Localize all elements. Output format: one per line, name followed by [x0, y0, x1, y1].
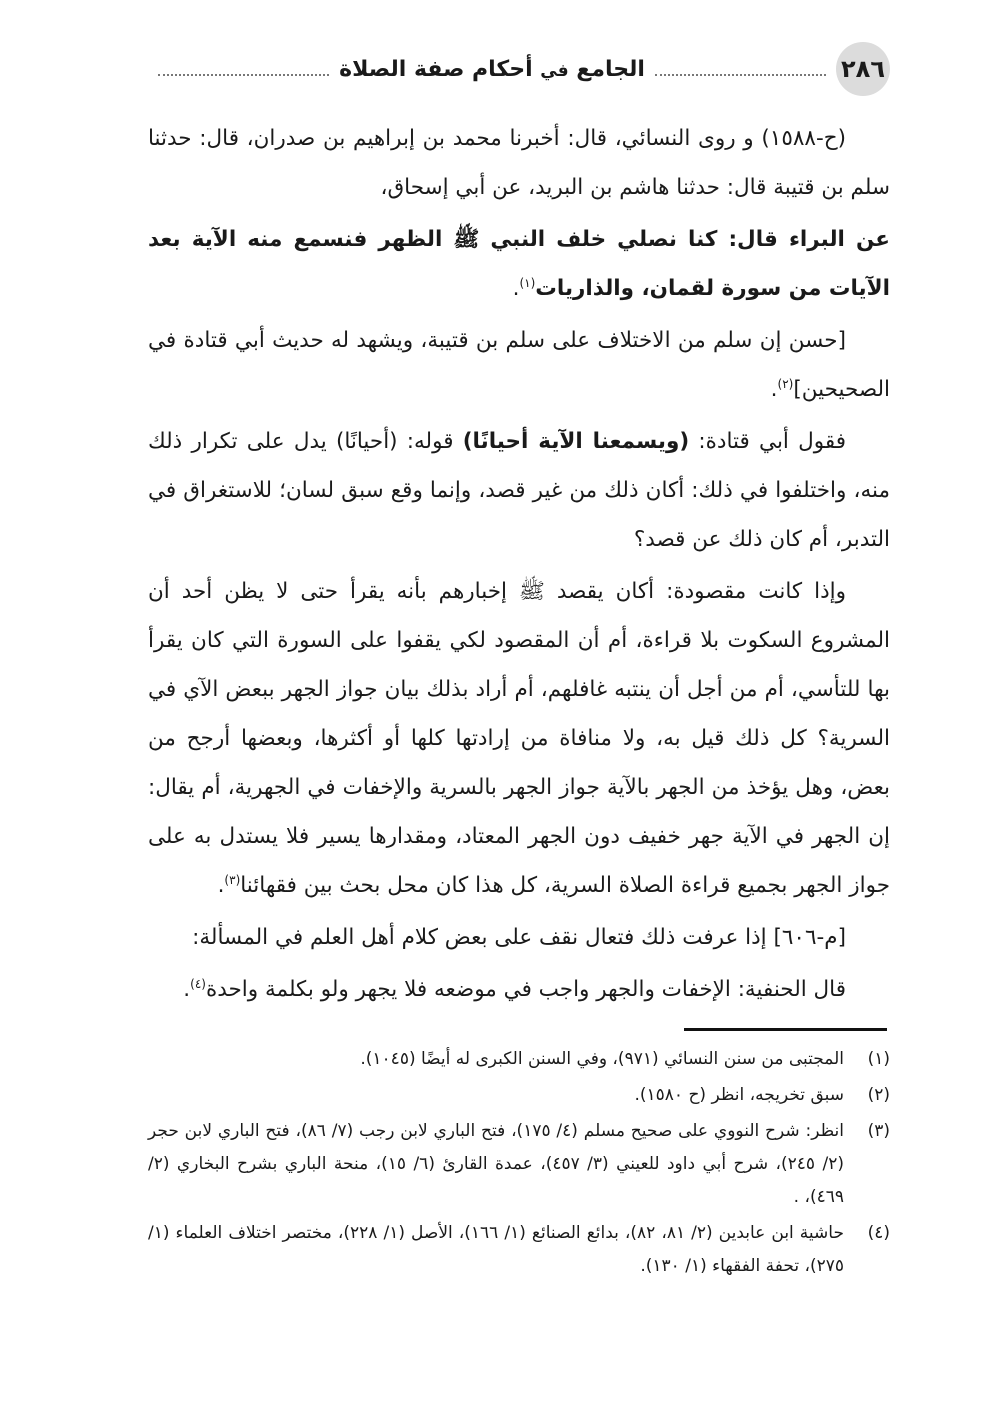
footnote	[148, 1115, 890, 1214]
period: .	[770, 377, 778, 402]
footnote-separator	[684, 1028, 887, 1031]
footnote-ref-4: (٤)	[190, 976, 206, 991]
footnote	[148, 1217, 890, 1283]
hanafi-text: قال الحنفية: الإخفات والجهر واجب في موضعه فلا يجهر ولو بكلمة واحدة	[205, 977, 846, 1002]
paragraph-issue: [م-٦٠٦] إذا عرفت ذلك فتعال نقف على بعض كلام أهل العلم في المسألة:	[192, 925, 846, 950]
footnote-ref-3: (٣)	[224, 872, 241, 887]
paragraph-hadith-text	[148, 215, 890, 313]
grading-text: [حسن إن سلم من الاختلاف على سلم بن قتيبة، ويشهد له حديث أبي قتادة في الصحيحين]	[148, 328, 890, 402]
footnote	[148, 1079, 890, 1112]
footnote	[148, 1043, 890, 1076]
title-part-2: في	[540, 60, 569, 81]
paragraph-hadith-chain: (ح-١٥٨٨) و روى النسائي، قال: أخبرنا محمد بن إبراهيم بن صدران، قال: حدثنا سلم بن قتيبة قال: حدثنا هاشم بن البريد، عن أبي إسحاق،	[148, 126, 890, 200]
period: .	[183, 977, 191, 1002]
paragraph-hanafi	[148, 965, 890, 1014]
page-number: ٢٨٦	[836, 42, 890, 96]
paragraph-grading	[148, 316, 890, 414]
footnote-ref-2: (٢)	[777, 376, 794, 391]
footnotes	[148, 1043, 890, 1286]
discussion-text: وإذا كانت مقصودة: أكان يقصد ﷺ إخبارهم بأنه يقرأ حتى لا يظن أحد أن المشروع السكوت بلا قراءة، أم أن المقصود لكي يقفوا على السورة التي كان يقرأ بها للتأسي، أم من أجل أن ينتبه غافلهم، أم أراد بذلك بيان جواز الجهر ببعض الآي في السرية؟ كل ذلك قيل به، ولا منافاة من إرادتها كلها أو أكثرها، وبعضها أرجح من بعض، وهل يؤخذ من الجهر بالآية جواز الجهر بالسرية والإخفات في الجهرية، أم يقال: إن الجهر في الآية جهر خفيف دون الجهر المعتاد، ومقدارها يسير فلا يستدل به على جواز الجهر بجميع قراءة الصلاة السرية، كل هذا كان محل بحث بين فقهائنا	[148, 579, 890, 898]
hadith-text: عن البراء قال: كنا نصلي خلف النبي ﷺ الظهر فنسمع منه الآية بعد الآيات من سورة لقمان، والذاريات	[148, 227, 890, 301]
footnote-text: المجتبى من سنن النسائي (٩٧١)، وفي السنن الكبرى له أيضًا (١٠٤٥).	[360, 1049, 844, 1069]
header-dots-right	[655, 74, 826, 76]
footnote-text: حاشية ابن عابدين (٢/ ٨١، ٨٢)، بدائع الصنائع (١/ ١٦٦)، الأصل (١/ ٢٢٨)، مختصر اختلاف العلماء (١/ ٢٧٥)، تحفة الفقهاء (١/ ١٣٠).	[148, 1223, 844, 1276]
title-part-1: الجامع	[576, 56, 645, 82]
footnote-number: (٤)	[867, 1223, 890, 1243]
footnote-number: (١)	[867, 1049, 890, 1069]
commentary-intro: فقول أبي قتادة:	[689, 429, 847, 454]
footnote-ref-1: (١)	[519, 275, 536, 290]
footnote-number: (٢)	[867, 1085, 890, 1105]
page-header	[148, 40, 890, 98]
paragraph-commentary	[148, 417, 890, 564]
period: .	[217, 873, 225, 898]
title-part-3: أحكام صفة الصلاة	[339, 56, 533, 82]
footnote-number: (٣)	[867, 1121, 890, 1141]
paragraph-discussion	[148, 567, 890, 910]
commentary-rest: قوله: (أحيانًا) يدل على تكرار ذلك منه، واختلفوا في ذلك: أكان ذلك من غير قصد، وإنما وقع سبق لسان؛ للاستغراق في التدبر، أم كان ذلك عن قصد؟	[148, 429, 890, 552]
main-text	[148, 114, 890, 1017]
period: .	[512, 276, 520, 301]
quoted-phrase: (ويسمعنا الآية أحيانًا)	[462, 429, 690, 454]
running-title	[339, 57, 645, 82]
footnote-text: سبق تخريجه، انظر (ح ١٥٨٠).	[634, 1085, 844, 1105]
header-dots-left	[158, 74, 329, 76]
footnote-text: انظر: شرح النووي على صحيح مسلم (٤/ ١٧٥)، فتح الباري لابن رجب (٧/ ٨٦)، فتح الباري لابن حجر (٢/ ٢٤٥)، شرح أبي داود للعيني (٣/ ٤٥٧)، عمدة القارئ (٦/ ١٥)، منحة الباري بشرح البخاري (٢/ ٤٦٩)، .	[148, 1121, 844, 1207]
